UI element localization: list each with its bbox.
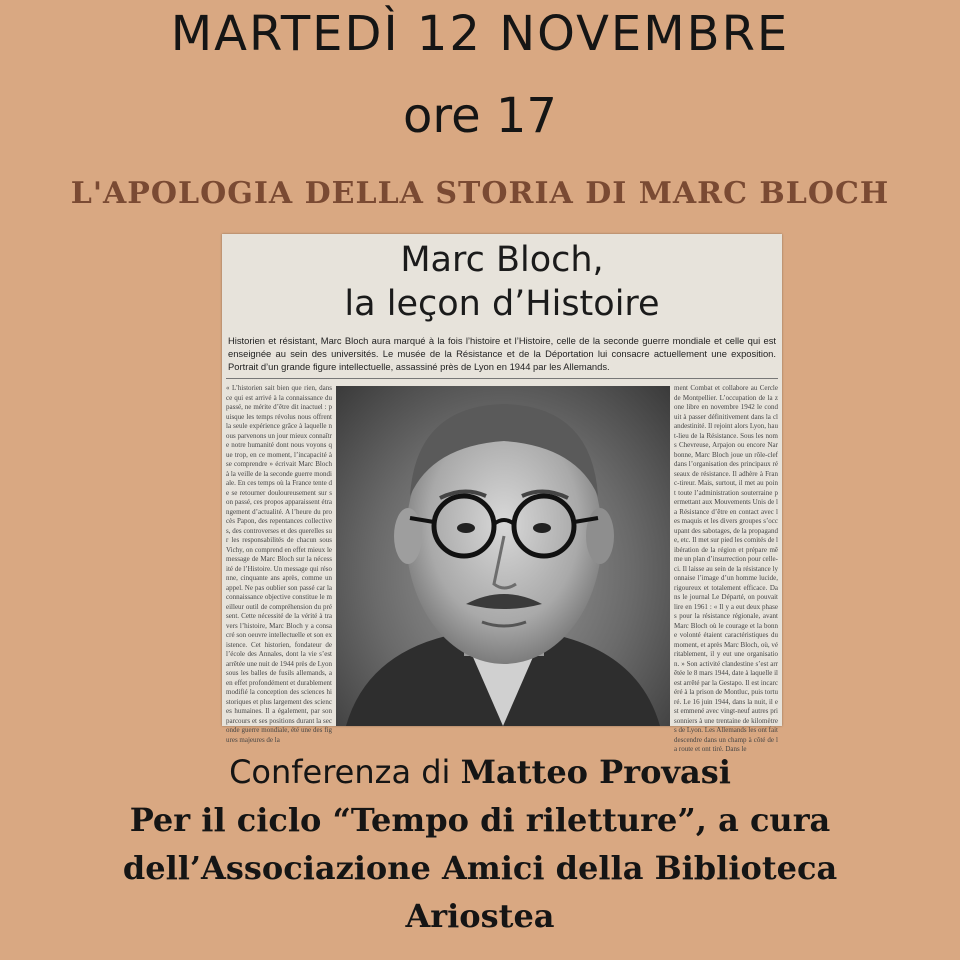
clipping-headline-line2: la leçon d’Histoire: [344, 284, 660, 324]
event-date: MARTEDÌ 12 NOVEMBRE: [170, 6, 790, 62]
clipping-divider: [226, 378, 778, 379]
event-time: ore 17: [403, 88, 557, 144]
clipping-column-right: ment Combat et collabore au Cercle de Montpellier. L’occupation de la zone libre en novembre 1942 le conduit à passer définitivement dans la clandestinité. Il rejoint alors Lyon, haut-lieu de la Résistance. Sous les noms Chevreuse, Arpajon ou encore Narbonne, Marc Bloch joue un rôle-clef dans l’organisation des principaux réseaux de résistance. Il adhère à Franc-tireur. Mais, surtout, il met au point toute l’administration souterraine permettant aux Mouvements Unis de la Résistance d’être en contact avec les maquis et les divers groupes s’occupant des sabotages, de la propagande, etc. Il met sur pied les comités de libération de la région et prépare même un plan d’insurrection pour celle-ci. Il laisse au sein de la résistance lyonnaise l’image d’un homme lucide, rigoureux et totalement efficace. Dans le journal Le Départé, on pouvait lire en 1961 : « Il y a eut deux phases pour la résistance régionale, avant Marc Bloch où le courage et la bonne volonté étaient caractéristiques du moment, et après Marc Bloch, où, véritablement, il y eut une organisation. » Son activité clandestine s’est arrêtée le 8 mars 1944, date à laquelle il est arrêté par la Gestapo. Il est incarcéré à la prison de Montluc, puis torturé. Le 16 juin 1944, dans la nuit, il est emmené avec vingt-neuf autres prisonniers à une trentaine de kilomètres de Lyon. Les Allemands les ont fait descendre dans un champ à côté de la route et ont tiré. Dans le: [674, 384, 778, 753]
event-subtitle: L'APOLOGIA DELLA STORIA DI MARC BLOCH: [70, 176, 890, 211]
speaker-name: Matteo Provasi: [460, 753, 731, 791]
clipping-column-left: « L’historien sait bien que rien, dans ce qui est arrivé à la connaissance du passé, ne mérite d’être dit inactuel : puisque les temps révolus nous offrent la seule expérience grâce à laquelle nous parvenons un jour mieux connaître notre humanité dont nous voyons que trop, en ce moment, l’incapacité à se comprendre » écrivait Marc Bloch à la veille de la seconde guerre mondiale. En ces temps où la France tente de se retourner douloureusement sur son passé, ces propos apparaissent étrangement d’actualité. A l’heure du procès Papon, des repentances collectives, des controverses et des querelles sur les responsabilités de chacun sous Vichy, on comprend en effet mieux le message de Marc Bloch sur la nécessité de l’Histoire. Un message qui résonne, cinquante ans après, comme un appel. Ne pas oublier son passé car la connaissance objective constitue le meilleur outil de compréhension du présent. Cette nécessité de la vérité à travers l’histoire, Marc Bloch y a consacré son oeuvre intellectuelle et son existence. Cet historien, fondateur de l’école des Annales, dont la vie s’est arrêtée une nuit de 1944 près de Lyon sous les balles de fusils allemands, a en effet profondément et durablement modifié la conception des sciences historiques et plus largement des sciences humaines. Il a également, par son parcours et ses positions durant la seconde guerre mondiale, été une des figures majeures de la: [226, 384, 332, 744]
speaker-line: [0, 748, 960, 796]
speaker-prefix: Conferenza di: [229, 753, 461, 791]
clipping-lead: Historien et résistant, Marc Bloch aura marqué à la fois l’histoire et l’Histoire, celle de la seconde guerre mondiale et celle qui est enseignée au sein des universités. Le musée de la Résistance et de la Déportation lui consacre actuellement une exposition. Portrait d’un grande figure intellectuelle, assassiné près de Lyon en 1944 par les Allemands.: [228, 335, 776, 372]
clipping-headline-line1: Marc Bloch,: [400, 240, 604, 280]
organizer-line-2: Ariostea: [405, 897, 555, 935]
marc-bloch-portrait: [336, 386, 670, 726]
event-details: [0, 748, 960, 940]
clipping-headline: [222, 238, 782, 326]
series-line: Per il ciclo “Tempo di riletture”, a cura: [129, 801, 831, 839]
newspaper-clipping: [222, 234, 782, 753]
organizer-line: dell’Associazione Amici della Biblioteca: [122, 849, 838, 887]
